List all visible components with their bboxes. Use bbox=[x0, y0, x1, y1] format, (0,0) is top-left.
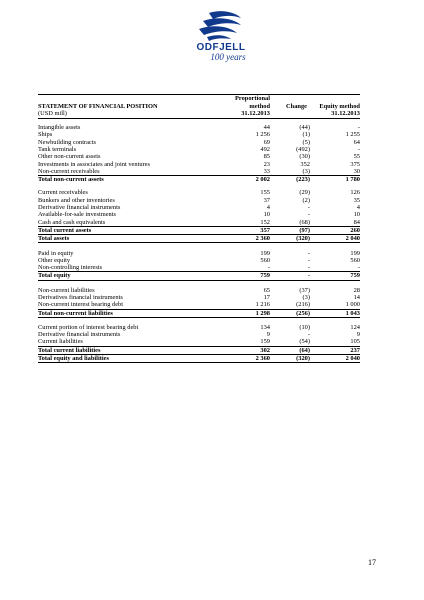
row-label: Ships bbox=[38, 131, 53, 139]
change-value: (216) bbox=[296, 301, 310, 309]
change-value: (320) bbox=[296, 235, 310, 243]
equity-value: - bbox=[357, 145, 360, 153]
col3-line2: 31.12.2013 bbox=[331, 109, 360, 117]
row-label: Current receivables bbox=[38, 189, 88, 197]
table-row bbox=[38, 211, 360, 218]
statement-section bbox=[38, 189, 360, 243]
row-label: Available-for-sale investments bbox=[38, 211, 117, 219]
table-row bbox=[38, 124, 360, 131]
change-value: (44) bbox=[299, 124, 310, 132]
table-row bbox=[38, 197, 360, 204]
equity-method-header bbox=[308, 103, 360, 117]
row-label: Derivative financial instruments bbox=[38, 331, 121, 339]
statement-section bbox=[38, 287, 360, 318]
odfjell-logo bbox=[186, 10, 256, 70]
proportional-value: 17 bbox=[263, 293, 270, 301]
equity-value: 237 bbox=[350, 346, 360, 354]
total-row bbox=[38, 226, 360, 234]
row-label: Total non-current assets bbox=[38, 176, 104, 184]
statement-header bbox=[38, 88, 360, 118]
equity-value: 28 bbox=[353, 286, 360, 294]
proportional-value: 759 bbox=[260, 272, 270, 280]
row-label: Bunkers and other inventories bbox=[38, 196, 115, 204]
proportional-value: 37 bbox=[263, 196, 270, 204]
proportional-value: 2 360 bbox=[255, 355, 270, 363]
table-row bbox=[38, 257, 360, 264]
proportional-method-header bbox=[210, 95, 270, 117]
equity-value: 55 bbox=[353, 153, 360, 161]
equity-value: 759 bbox=[350, 272, 360, 280]
row-label: Total current assets bbox=[38, 226, 92, 234]
change-value: (492) bbox=[296, 145, 310, 153]
change-value: (68) bbox=[299, 218, 310, 226]
col2-label: Change bbox=[286, 102, 307, 110]
change-value: (3) bbox=[302, 167, 310, 175]
change-value: (223) bbox=[296, 176, 310, 184]
proportional-value: 9 bbox=[266, 331, 270, 339]
row-label: Paid in equity bbox=[38, 249, 74, 257]
table-row bbox=[38, 160, 360, 167]
row-label: Investments in associates and joint ventures bbox=[38, 160, 150, 168]
change-value: 352 bbox=[300, 160, 310, 168]
equity-value: 2 040 bbox=[345, 355, 360, 363]
change-value: (320) bbox=[296, 355, 310, 363]
proportional-value: 10 bbox=[263, 211, 270, 219]
odfjell-wave-logo-icon bbox=[195, 10, 247, 42]
table-row bbox=[38, 301, 360, 308]
equity-value: 35 bbox=[353, 196, 360, 204]
total-row bbox=[38, 346, 360, 354]
change-value: (29) bbox=[299, 189, 310, 197]
total-row bbox=[38, 234, 360, 243]
total-row bbox=[38, 271, 360, 280]
proportional-value: 134 bbox=[260, 323, 270, 331]
equity-value: 9 bbox=[356, 331, 360, 339]
change-value: - bbox=[307, 256, 310, 264]
statement-body bbox=[38, 124, 360, 363]
equity-value: 4 bbox=[356, 204, 360, 212]
table-row bbox=[38, 324, 360, 331]
table-row bbox=[38, 264, 360, 271]
change-value: (64) bbox=[299, 346, 310, 354]
proportional-value: 69 bbox=[263, 138, 270, 146]
proportional-value: 1 256 bbox=[255, 131, 270, 139]
proportional-value: 492 bbox=[260, 145, 270, 153]
row-label: Total non-current liabilities bbox=[38, 309, 113, 317]
equity-value: 375 bbox=[350, 160, 360, 168]
change-value: (1) bbox=[302, 131, 310, 139]
table-row bbox=[38, 294, 360, 301]
row-label: Total equity bbox=[38, 272, 71, 280]
change-value: - bbox=[307, 272, 310, 280]
equity-value: 560 bbox=[350, 256, 360, 264]
equity-value: 260 bbox=[350, 226, 360, 234]
proportional-value: 159 bbox=[260, 338, 270, 346]
equity-value: 84 bbox=[353, 218, 360, 226]
row-label: Derivatives financial instruments bbox=[38, 293, 123, 301]
equity-value: 10 bbox=[353, 211, 360, 219]
change-value: - bbox=[307, 249, 310, 257]
equity-value: 64 bbox=[353, 138, 360, 146]
table-row bbox=[38, 153, 360, 160]
equity-value: 199 bbox=[350, 249, 360, 257]
statement-unit: (USD mill) bbox=[38, 109, 67, 117]
logo-wordmark: ODFJELL bbox=[196, 42, 246, 53]
logo-tagline: 100 years bbox=[210, 52, 246, 62]
proportional-value: 1 298 bbox=[255, 309, 270, 317]
table-row bbox=[38, 168, 360, 175]
row-label: Intangible assets bbox=[38, 124, 81, 132]
change-value: (30) bbox=[299, 153, 310, 161]
row-label: Non-current receivables bbox=[38, 167, 100, 175]
equity-value: 1 255 bbox=[345, 131, 360, 139]
proportional-value: 357 bbox=[260, 226, 270, 234]
proportional-value: 65 bbox=[263, 286, 270, 294]
change-value: (97) bbox=[299, 226, 310, 234]
equity-value: - bbox=[357, 264, 360, 272]
row-label: Newbuilding contracts bbox=[38, 138, 97, 146]
page-number: 17 bbox=[368, 558, 376, 567]
statement-section bbox=[38, 249, 360, 280]
row-label: Total current liabilities bbox=[38, 346, 101, 354]
table-row bbox=[38, 131, 360, 138]
proportional-value: 199 bbox=[260, 249, 270, 257]
row-label: Other equity bbox=[38, 256, 71, 264]
proportional-value: 155 bbox=[260, 189, 270, 197]
row-label: Non-current interest bearing debt bbox=[38, 301, 123, 309]
row-label: Total assets bbox=[38, 235, 70, 243]
equity-value: 1 043 bbox=[345, 309, 360, 317]
total-row bbox=[38, 354, 360, 363]
change-value: (10) bbox=[299, 323, 310, 331]
statement-section bbox=[38, 324, 360, 363]
table-row bbox=[38, 146, 360, 153]
proportional-value: 2 002 bbox=[255, 176, 270, 184]
equity-value: 14 bbox=[353, 293, 360, 301]
change-value: - bbox=[307, 264, 310, 272]
change-value: (2) bbox=[302, 196, 310, 204]
statement-title: STATEMENT OF FINANCIAL POSITION bbox=[38, 102, 158, 110]
change-value: (5) bbox=[302, 138, 310, 146]
change-value: - bbox=[307, 204, 310, 212]
change-value: (256) bbox=[296, 309, 310, 317]
row-label: Total equity and liabilities bbox=[38, 355, 109, 363]
row-label: Tank terminals bbox=[38, 145, 77, 153]
table-row bbox=[38, 331, 360, 338]
proportional-value: 560 bbox=[260, 256, 270, 264]
col1-line3: 31.12.2013 bbox=[241, 109, 270, 117]
statement-title-block bbox=[38, 103, 158, 117]
change-value: (54) bbox=[299, 338, 310, 346]
statement-section bbox=[38, 124, 360, 183]
equity-value: 1 780 bbox=[345, 176, 360, 184]
proportional-value: 85 bbox=[263, 153, 270, 161]
row-label: Current portion of interest bearing debt bbox=[38, 323, 139, 331]
change-header bbox=[276, 103, 307, 117]
col3-line1: Equity method bbox=[319, 102, 360, 110]
row-label: Derivative financial instruments bbox=[38, 204, 121, 212]
table-row bbox=[38, 189, 360, 196]
proportional-value: 4 bbox=[266, 204, 270, 212]
proportional-value: - bbox=[267, 264, 270, 272]
equity-value: 126 bbox=[350, 189, 360, 197]
header-bottom-rule bbox=[38, 118, 360, 119]
change-value: (3) bbox=[302, 293, 310, 301]
proportional-value: 23 bbox=[263, 160, 270, 168]
financial-position-statement bbox=[38, 88, 360, 363]
row-label: Current liabilities bbox=[38, 338, 83, 346]
table-row bbox=[38, 338, 360, 345]
proportional-value: 2 360 bbox=[255, 235, 270, 243]
row-label: Cash and cash equivalents bbox=[38, 218, 106, 226]
equity-value: 30 bbox=[353, 167, 360, 175]
change-value: (37) bbox=[299, 286, 310, 294]
row-label: Non-current liabilities bbox=[38, 286, 95, 294]
header-top-rule bbox=[38, 94, 360, 95]
col1-line1: Proportional bbox=[234, 95, 270, 103]
row-label: Non-controlling interests bbox=[38, 264, 103, 272]
proportional-value: 44 bbox=[263, 124, 270, 132]
equity-value: - bbox=[357, 124, 360, 132]
equity-value: 105 bbox=[350, 338, 360, 346]
table-row bbox=[38, 204, 360, 211]
proportional-value: 33 bbox=[263, 167, 270, 175]
table-row bbox=[38, 139, 360, 146]
proportional-value: 302 bbox=[260, 346, 270, 354]
equity-value: 2 040 bbox=[345, 235, 360, 243]
total-row bbox=[38, 309, 360, 318]
equity-value: 124 bbox=[350, 323, 360, 331]
table-row bbox=[38, 249, 360, 256]
proportional-value: 1 216 bbox=[255, 301, 270, 309]
table-row bbox=[38, 287, 360, 294]
col1-line2: method bbox=[249, 102, 270, 110]
change-value: - bbox=[307, 331, 310, 339]
table-row bbox=[38, 219, 360, 226]
change-value: - bbox=[307, 211, 310, 219]
proportional-value: 152 bbox=[260, 218, 270, 226]
row-label: Other non-current assets bbox=[38, 153, 101, 161]
equity-value: 1 000 bbox=[345, 301, 360, 309]
total-row bbox=[38, 175, 360, 183]
